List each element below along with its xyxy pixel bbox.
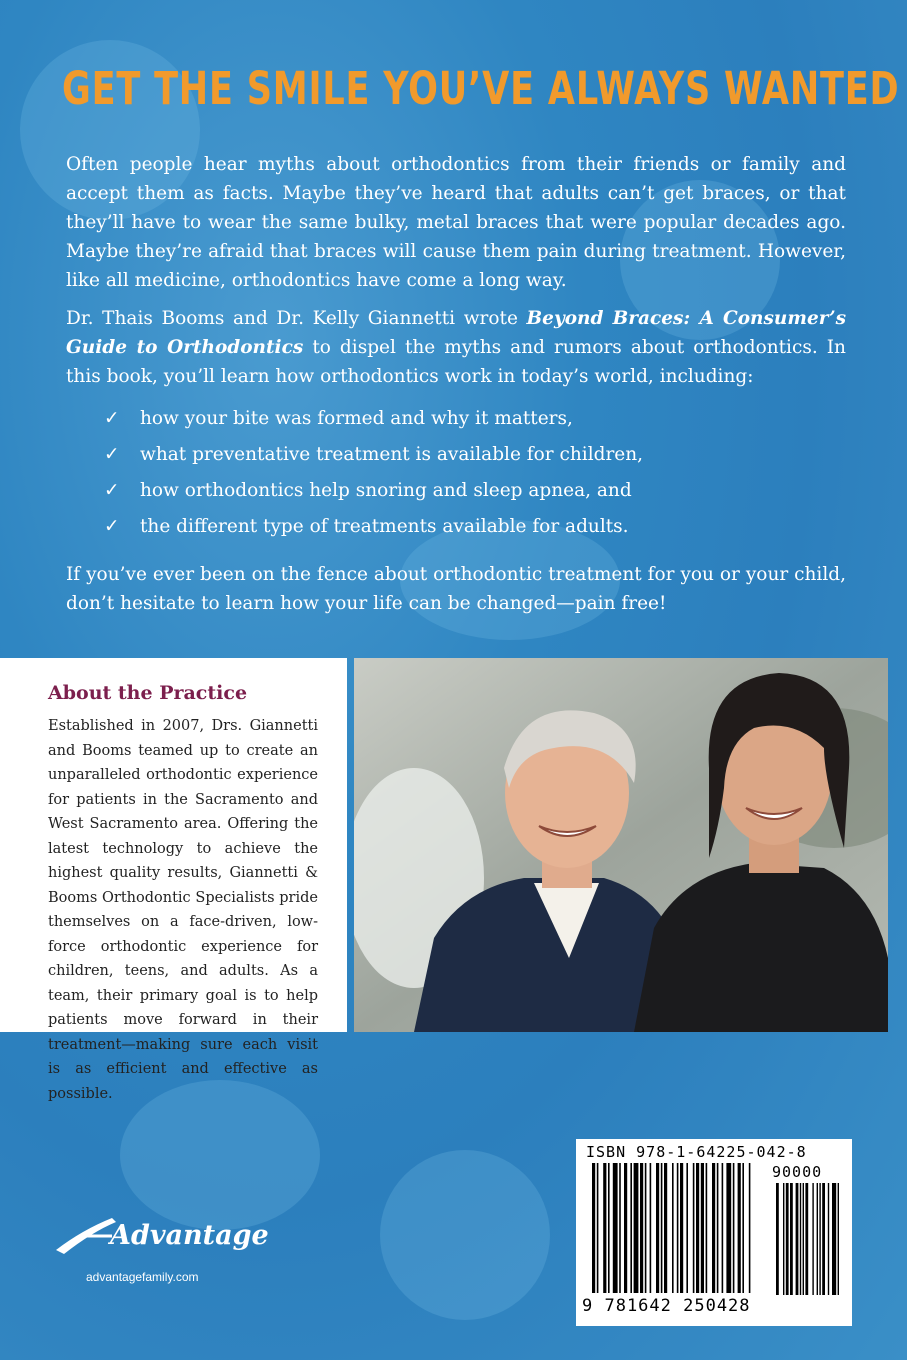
list-item xyxy=(104,508,643,544)
barcode-bar xyxy=(832,1183,836,1295)
barcode-bar xyxy=(656,1163,659,1293)
barcode-bar xyxy=(722,1163,724,1293)
barcode-bar xyxy=(706,1163,708,1293)
barcode-bar xyxy=(680,1163,683,1293)
barcode-bar xyxy=(800,1183,801,1295)
isbn-barcode xyxy=(576,1139,852,1326)
barcode-bar xyxy=(624,1163,627,1293)
list-item xyxy=(104,436,643,472)
list-item-text: the different type of treatments available for adults. xyxy=(140,515,629,537)
barcode-bar xyxy=(776,1183,779,1295)
barcode-bar xyxy=(738,1163,741,1293)
barcode-bar xyxy=(664,1163,667,1293)
barcode-bar xyxy=(717,1163,719,1293)
publisher-name: Advantage xyxy=(110,1220,269,1251)
book-paragraph-before: Dr. Thais Booms and Dr. Kelly Giannetti wrote xyxy=(66,308,527,329)
barcode-bar xyxy=(796,1183,799,1295)
check-icon: ✓ xyxy=(104,443,120,465)
barcode-bar xyxy=(712,1163,715,1293)
barcode-bar xyxy=(733,1163,735,1293)
check-icon: ✓ xyxy=(104,515,120,537)
barcode-bar xyxy=(592,1163,595,1293)
barcode-bar xyxy=(803,1183,804,1295)
intro-paragraph: Often people hear myths about orthodontics from their friends or family and accept them as facts. Maybe they’ve heard that adults can’t get braces, or that they’ll have to wear the same bulky, metal braces that were popular decades ago. Maybe they’re afraid that braces will cause them pain during treatment. However, like all medicine, orthodontics have come a long way. xyxy=(66,154,846,291)
barcode-bar xyxy=(726,1163,731,1293)
barcode-bar xyxy=(701,1163,704,1293)
barcode-bar xyxy=(749,1163,751,1293)
barcode-bar xyxy=(603,1163,606,1293)
barcode-bar xyxy=(630,1163,632,1293)
book-paragraph xyxy=(66,304,846,391)
barcode-bar xyxy=(805,1183,808,1295)
barcode-bar xyxy=(619,1163,621,1293)
barcode-bar xyxy=(693,1163,695,1293)
check-icon: ✓ xyxy=(104,479,120,501)
barcode-bar xyxy=(597,1163,599,1293)
publisher-logo xyxy=(52,1210,282,1262)
barcode-bar xyxy=(828,1183,829,1295)
isbn-label: ISBN 978-1-64225-042-8 xyxy=(586,1143,807,1161)
list-item xyxy=(104,400,643,436)
closing-paragraph: If you’ve ever been on the fence about orthodontic treatment for you or your child, don’t hesitate to learn how your life can be changed—pain free! xyxy=(66,564,846,614)
barcode-bar xyxy=(819,1183,820,1295)
book-paragraph-after: to dispel the myths and rumors about orthodontics. In this book, you’ll learn how orthodontics work in today’s world, including: xyxy=(66,337,846,387)
barcode-bar xyxy=(634,1163,639,1293)
headline: GET THE SMILE YOU’VE ALWAYS WANTED xyxy=(62,62,900,115)
publisher-logo-mark xyxy=(52,1210,282,1258)
about-text: Established in 2007, Drs. Giannetti and Booms teamed up to create an unparalleled orthodontic experience for patients in the Sacramento and West Sacramento area. Offering the latest technology to achieve the highest quality results, Giannetti & Booms Orthodontic Specialists pride themselves on a face-driven, low-force orthodontic experience for children, teens, and adults. As a team, their primary goal is to help patients move forward in their treatment—making sure each visit is as efficient and effective as possible. xyxy=(48,718,318,1102)
barcode-bars xyxy=(588,1163,840,1299)
check-icon: ✓ xyxy=(104,407,120,429)
barcode-bar xyxy=(817,1183,818,1295)
book-title: Beyond Braces: A Consumer’s Guide to Orthodontics xyxy=(66,308,846,358)
barcode-bar xyxy=(608,1163,610,1293)
list-item xyxy=(104,472,643,508)
barcode-bar xyxy=(783,1183,784,1295)
ean-digits: 9 781642 250428 xyxy=(582,1296,751,1316)
barcode-bar xyxy=(613,1163,618,1293)
barcode-bar xyxy=(696,1163,699,1293)
barcode-bar xyxy=(677,1163,679,1293)
barcode-bar xyxy=(645,1163,647,1293)
barcode-bar xyxy=(742,1163,744,1293)
barcode-bar xyxy=(838,1183,839,1295)
author-photo xyxy=(354,658,888,1032)
barcode-bar xyxy=(812,1183,813,1295)
barcode-bar xyxy=(672,1163,674,1293)
barcode-bar xyxy=(790,1183,793,1295)
price-code: 90000 xyxy=(772,1163,823,1181)
barcode-bar xyxy=(661,1163,663,1293)
barcode-bar xyxy=(640,1163,643,1293)
list-item-text: how your bite was formed and why it matters, xyxy=(140,407,573,429)
publisher-website[interactable]: advantagefamily.com xyxy=(86,1270,199,1284)
background-bokeh xyxy=(380,1150,550,1320)
topic-list xyxy=(104,400,643,544)
author-photo-illustration xyxy=(354,658,888,1032)
barcode-bar xyxy=(650,1163,652,1293)
list-item-text: how orthodontics help snoring and sleep apnea, and xyxy=(140,479,632,501)
barcode-bar xyxy=(786,1183,789,1295)
barcode-bar xyxy=(686,1163,688,1293)
list-item-text: what preventative treatment is available for children, xyxy=(140,443,644,465)
barcode-bar xyxy=(822,1183,825,1295)
about-title: About the Practice xyxy=(48,682,248,704)
